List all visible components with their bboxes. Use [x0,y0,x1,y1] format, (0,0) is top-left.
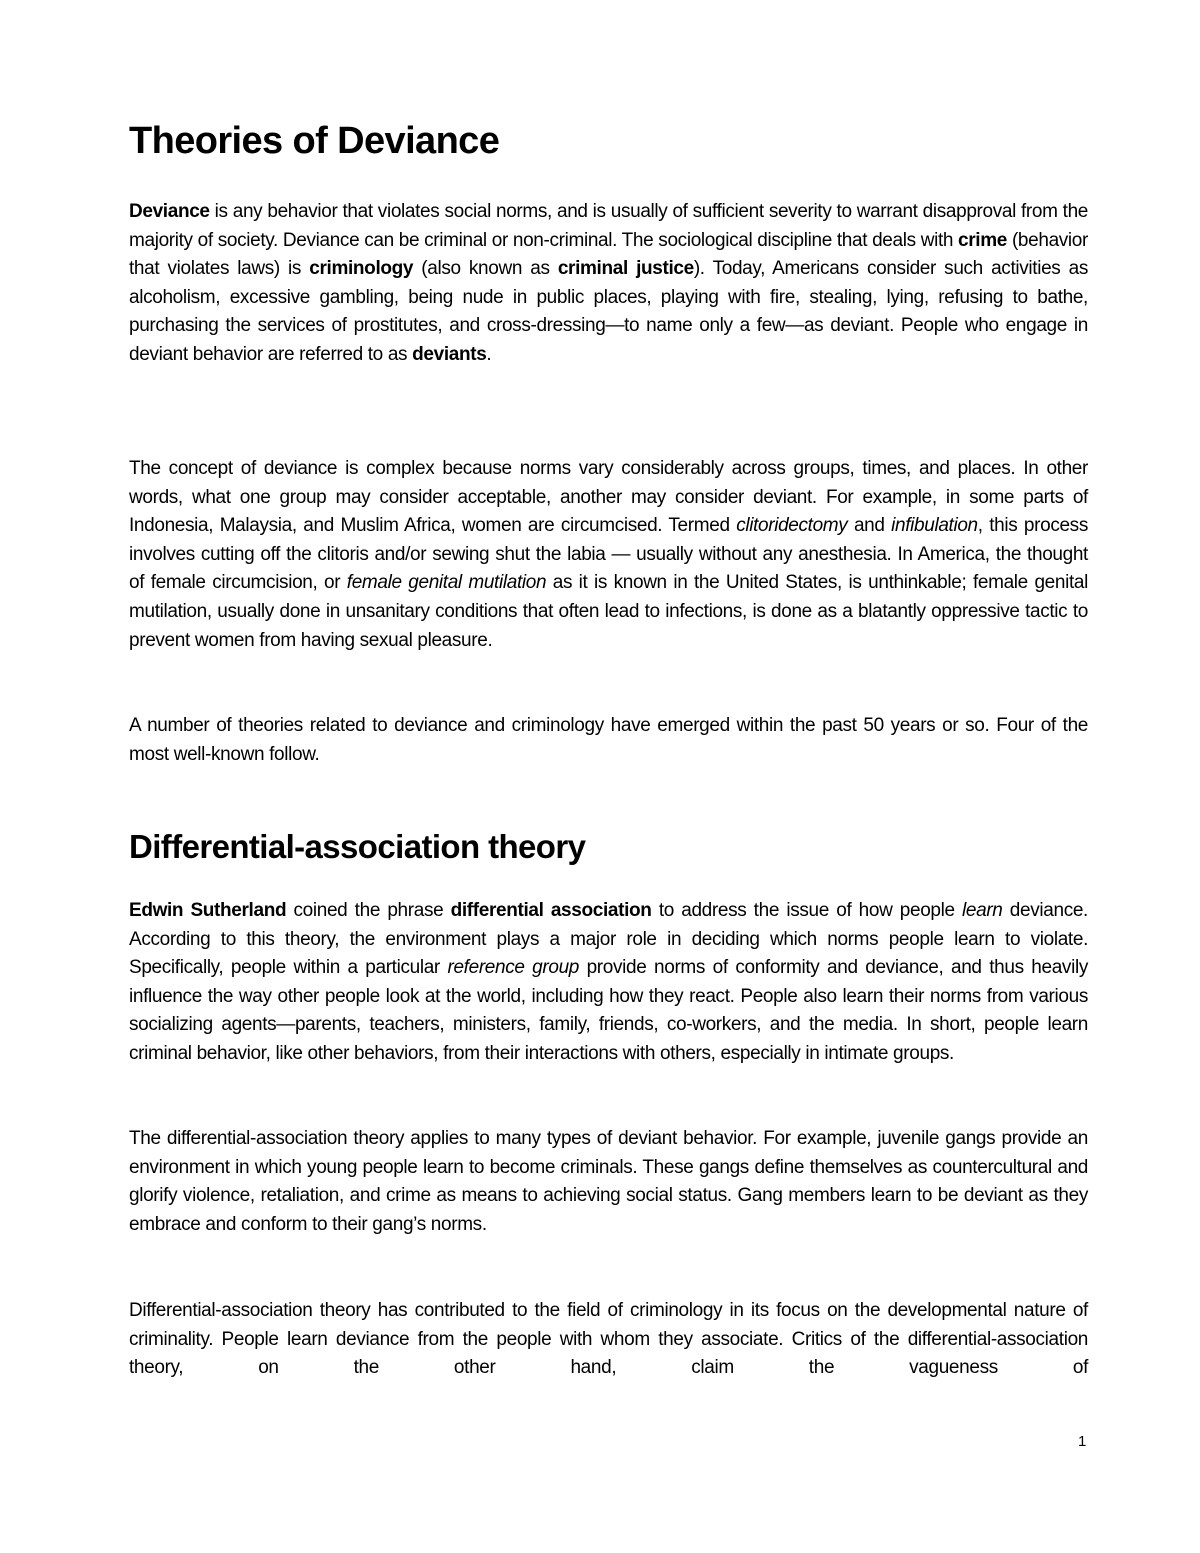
paragraph-concept: The concept of deviance is complex because norms vary considerably across groups, times, and places. In other words, what one group may consider acceptable, another may consider deviant. For example, in some parts of Indonesia, Malaysia, and Muslim Africa, women are circumcised. Termed clitoridectomy and infibulation, this process involves cutting off the clitoris and/or sewing shut the labia — usually without any anesthesia. In America, the thought of female circumcision, or female genital mutilation as it is known in the United States, is unthinkable; female genital mutilation, usually done in unsanitary conditions that often lead to infections, is done as a blatantly oppressive tactic to prevent women from having sexual pleasure. [129,458,1088,651]
term-criminal-justice: criminal justice [557,258,694,280]
term-infibulation: infibulation [891,515,978,537]
paragraph-definition: Deviance is any behavior that violates social norms, and is usually of sufficient severity to warrant disapproval from the majority of society. Deviance can be criminal or non-criminal. The sociological discipline that deals with crime (behavior that violates laws) is criminology (also known as criminal justice). Today, Americans consider such activities as alcoholism, excessive gambling, being nude in public places, playing with fire, stealing, lying, refusing to bathe, purchasing the services of prostitutes, and cross-dressing—to name only a few—as deviant. People who engage in deviant behavior are referred to as deviants. [129,201,1089,365]
paragraph-contribution: Differential-association theory has contributed to the field of criminology in its focus on the developmental nature of criminality. People learn deviance from the people with whom they associate. Critics of the differential-association theory, on the other hand, claim the vagueness of [129,1300,1088,1379]
section-heading: Differential-association theory [129,828,586,865]
term-differential-association: differential association [450,900,652,921]
term-crime: crime [958,229,1007,251]
paragraph-sutherland: Edwin Sutherland coined the phrase differential association to address the issue of how people learn deviance. According to this theory, the environment plays a major role in deciding which norms people learn to violate. Specifically, people within a particular reference group provide norms of conformity and deviance, and thus heavily influence the way other people look at the world, including how they react. People also learn their norms from various socializing agents—parents, teachers, ministers, family, friends, co-workers, and the media. In short, people learn criminal behavior, like other behaviors, from their interactions with others, especially in intimate groups. [129,900,1088,1064]
term-fgm: female genital mutilation [346,572,547,594]
term-edwin-sutherland: Edwin Sutherland [129,900,287,921]
term-learn: learn [962,900,1003,921]
term-deviance: Deviance [129,201,210,222]
page-number: 1 [1078,1433,1087,1450]
paragraph-theories-intro: A number of theories related to deviance and criminology have emerged within the past 50 years or so. Four of the most well-known follow. [129,715,1088,765]
page-title: Theories of Deviance [129,120,500,162]
term-criminology: criminology [309,258,414,280]
term-deviants: deviants [412,343,487,365]
term-clitoridectomy: clitoridectomy [736,515,848,537]
term-reference-group: reference group [447,957,580,979]
paragraph-gangs: The differential-association theory applies to many types of deviant behavior. For example, juvenile gangs provide an environment in which young people learn to become criminals. These gangs define themselves as countercultural and glorify violence, retaliation, and crime as means to achieving social status. Gang members learn to be deviant as they embrace and conform to their gang’s norms. [129,1128,1088,1235]
